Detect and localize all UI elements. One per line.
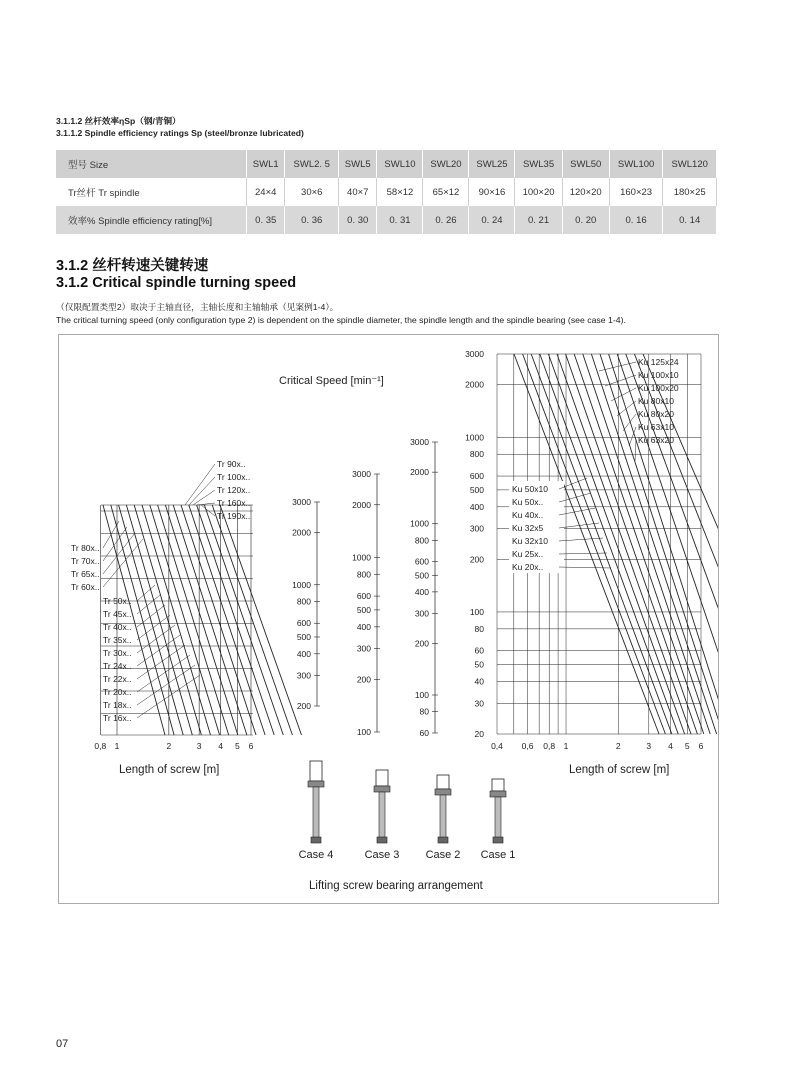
ku-label-top: Ku 125x24	[638, 357, 679, 367]
left-x-tick: 2	[166, 741, 172, 751]
case-1-screw	[490, 779, 506, 843]
case-3-screw	[374, 770, 390, 843]
ku-label-top: Ku 100x20	[638, 383, 679, 393]
screw-shaft	[313, 787, 319, 841]
scale-2-label: 1000	[352, 552, 371, 563]
left-x-tick: 5	[234, 741, 240, 751]
ku-label-mid: Ku 40x..	[512, 510, 544, 520]
table-cell: SWL1	[247, 150, 285, 178]
tr-label-top: Tr 90x..	[217, 459, 246, 469]
table-cell: 24×4	[247, 178, 285, 206]
scale-3-label: 300	[414, 608, 429, 619]
row-label: 效率% Spindle efficiency rating[%]	[56, 206, 247, 234]
ku-label-mid: Ku 32x5	[512, 523, 544, 533]
tr-spindle-curve	[126, 505, 192, 735]
scale-3-label: 500	[414, 570, 429, 581]
tr-leader	[137, 645, 185, 679]
screw-nut	[308, 781, 324, 787]
section-title-cn: 3.1.2 丝杆转速关键转速	[56, 258, 209, 274]
table-cell: 90×16	[469, 178, 515, 206]
table-cell: SWL25	[469, 150, 515, 178]
scale-4-label: 100	[469, 606, 484, 617]
tr-label-bottom: Tr 35x..	[103, 635, 132, 645]
tr-label-left: Tr 80x..	[71, 543, 100, 553]
scale-1-label: 1000	[292, 579, 311, 590]
ku-label-top: Ku 63x10	[638, 422, 674, 432]
tr-label-bottom: Tr 50x..	[103, 596, 132, 606]
ku-label-top: Ku 63x20	[638, 435, 674, 445]
tr-leader	[137, 635, 180, 666]
paragraph-en: The critical turning speed (only configuration type 2) is dependent on the spindle diameter, the spindle length and the spindle bearing (see case 1-4).	[56, 315, 626, 325]
table-cell: 0. 20	[562, 206, 609, 234]
ku-label-mid: Ku 50x10	[512, 484, 548, 494]
scale-2-label: 400	[356, 621, 371, 632]
table-row	[56, 206, 717, 234]
table-cell: 180×25	[663, 178, 717, 206]
scale-3-label: 400	[414, 586, 429, 597]
efficiency-heading-en: 3.1.1.2 Spindle efficiency ratings Sp (steel/bronze lubricated)	[56, 128, 304, 138]
table-cell: 100×20	[515, 178, 562, 206]
right-x-tick: 6	[698, 741, 704, 751]
tr-leader	[137, 625, 175, 653]
critical-speed-figure	[58, 334, 719, 904]
scale-3-label: 1000	[410, 518, 429, 529]
left-x-tick: 3	[196, 741, 202, 751]
scale-3-label: 80	[419, 706, 429, 717]
right-x-tick: 0,4	[491, 741, 503, 751]
scale-1-label: 200	[296, 701, 311, 711]
screw-base	[377, 837, 387, 843]
screw-nut	[435, 789, 451, 795]
table-cell: SWL20	[423, 150, 469, 178]
scale-1-label: 400	[296, 648, 311, 659]
left-x-tick: 6	[248, 741, 254, 751]
right-x-tick: 0,8	[543, 741, 556, 751]
table-cell: 0. 14	[663, 206, 717, 234]
tr-leader	[137, 665, 195, 705]
table-row	[56, 150, 717, 178]
scale-1-label: 600	[296, 618, 311, 629]
table-cell: SWL50	[562, 150, 609, 178]
paragraph-cn: （仅限配置类型2）取决于主轴直径，主轴长度和主轴轴承（见案例1-4）。	[56, 302, 339, 312]
scale-4-label: 600	[469, 471, 484, 482]
scale-4-label: 80	[474, 623, 484, 634]
scale-2-label: 600	[356, 591, 371, 602]
table-cell: 58×12	[377, 178, 423, 206]
scale-1-label: 3000	[292, 497, 311, 507]
scale-4-label: 2000	[465, 379, 484, 390]
table-cell: 0. 35	[247, 206, 285, 234]
scale-3-label: 100	[414, 690, 429, 701]
row-label: 型号 Size	[56, 150, 247, 178]
table-cell: 65×12	[423, 178, 469, 206]
ku-label-mid: Ku 20x..	[512, 562, 544, 572]
scale-1-label: 2000	[292, 527, 311, 538]
scale-2-label: 800	[356, 569, 371, 580]
tr-leader	[103, 521, 119, 548]
screw-cap	[310, 761, 322, 781]
case-2-screw	[435, 775, 451, 843]
tr-label-bottom: Tr 18x..	[103, 700, 132, 710]
ku-spindle-curve	[566, 354, 698, 734]
efficiency-table	[56, 150, 717, 234]
ku-leader	[623, 414, 636, 431]
right-x-tick: 0,6	[521, 741, 534, 751]
ku-leader	[605, 375, 636, 386]
critical-speed-diagram	[59, 335, 718, 903]
scale-4-label: 500	[469, 484, 484, 495]
table-cell: 0. 24	[469, 206, 515, 234]
scale-1-label: 300	[296, 670, 311, 681]
tr-leader	[185, 464, 215, 505]
tr-label-top: Tr 100x..	[217, 472, 251, 482]
table-cell: SWL10	[377, 150, 423, 178]
screw-base	[311, 837, 321, 843]
tr-label-left: Tr 60x..	[71, 582, 100, 592]
right-x-axis-label: Length of screw [m]	[569, 764, 670, 776]
scale-3-label: 600	[414, 556, 429, 567]
tr-label-top: Tr 120x..	[217, 485, 251, 495]
ku-label-mid: Ku 32x10	[512, 536, 548, 546]
tr-label-bottom: Tr 45x..	[103, 609, 132, 619]
right-x-tick: 3	[646, 741, 652, 751]
table-cell: 0. 36	[285, 206, 339, 234]
left-x-tick: 0,8	[94, 741, 107, 751]
table-cell: 120×20	[562, 178, 609, 206]
tr-label-left: Tr 65x..	[71, 569, 100, 579]
scale-2-label: 2000	[352, 499, 371, 510]
tr-leader	[189, 477, 215, 505]
page-number: 07	[56, 1038, 69, 1050]
bearing-arrangement-label: Lifting screw bearing arrangement	[309, 880, 483, 892]
screw-base	[493, 837, 503, 843]
section-title-en: 3.1.2 Critical spindle turning speed	[56, 275, 297, 291]
screw-shaft	[495, 797, 501, 841]
scale-4-label: 20	[474, 729, 484, 739]
chart-title: Critical Speed [min⁻¹]	[279, 375, 384, 387]
scale-3-label: 200	[414, 638, 429, 649]
scale-4-label: 60	[474, 645, 484, 656]
scale-3-label: 3000	[410, 437, 429, 447]
ku-label-mid: Ku 50x..	[512, 497, 544, 507]
case-label: Case 1	[480, 849, 516, 861]
right-x-tick: 1	[563, 741, 569, 751]
ku-label-top: Ku 80x10	[638, 396, 674, 406]
table-cell: 160×23	[609, 178, 663, 206]
screw-shaft	[440, 795, 446, 841]
right-x-tick: 4	[668, 741, 673, 751]
screw-cap	[492, 779, 504, 791]
table-row	[56, 178, 717, 206]
ku-leader	[559, 538, 603, 541]
scale-3-label: 60	[419, 728, 429, 738]
screw-nut	[374, 786, 390, 792]
efficiency-heading-cn: 3.1.1.2 丝杆效率ηSp（钢/青铜）	[56, 116, 181, 126]
tr-spindle-curve	[204, 505, 283, 735]
left-x-tick: 4	[218, 741, 224, 751]
scale-4-label: 50	[474, 659, 484, 670]
ku-leader	[617, 401, 636, 416]
table-cell: SWL5	[339, 150, 377, 178]
table-cell: SWL120	[663, 150, 717, 178]
tr-leader	[137, 585, 155, 601]
scale-4-label: 300	[469, 523, 484, 534]
scale-4-label: 30	[474, 698, 484, 709]
scale-4-label: 800	[469, 449, 484, 460]
scale-1-label: 800	[296, 596, 311, 607]
table-cell: 0. 31	[377, 206, 423, 234]
scale-2-label: 100	[356, 727, 371, 737]
screw-base	[438, 837, 448, 843]
table-cell: 30×6	[285, 178, 339, 206]
scale-4-label: 200	[469, 554, 484, 565]
ku-spindle-curve	[643, 354, 718, 614]
screw-cap	[437, 775, 449, 789]
tr-label-top: Tr 160x..	[217, 498, 251, 508]
scale-3-label: 800	[414, 535, 429, 546]
case-label: Case 4	[298, 849, 334, 861]
tr-label-bottom: Tr 30x..	[103, 648, 132, 658]
tr-label-bottom: Tr 22x..	[103, 674, 132, 684]
case-4-screw	[308, 761, 324, 843]
table-cell: SWL100	[609, 150, 663, 178]
table-cell: 0. 26	[423, 206, 469, 234]
scale-4-label: 400	[469, 501, 484, 512]
scale-1-label: 500	[296, 631, 311, 642]
ku-label-top: Ku 100x10	[638, 370, 679, 380]
scale-4-label: 40	[474, 676, 484, 687]
scale-4-label: 1000	[465, 432, 484, 443]
table-cell: 40×7	[339, 178, 377, 206]
scale-2-label: 200	[356, 674, 371, 685]
ku-leader	[635, 440, 636, 461]
tr-spindle-curve	[220, 505, 302, 735]
scale-2-label: 3000	[352, 469, 371, 479]
ku-label-mid: Ku 25x..	[512, 549, 544, 559]
scale-4-label: 3000	[465, 349, 484, 359]
table-cell: 0. 30	[339, 206, 377, 234]
right-x-tick: 5	[684, 741, 690, 751]
scale-2-label: 300	[356, 643, 371, 654]
right-x-tick: 2	[615, 741, 621, 751]
scale-2-label: 500	[356, 604, 371, 615]
screw-cap	[376, 770, 388, 786]
table-cell: 0. 21	[515, 206, 562, 234]
case-label: Case 3	[364, 849, 400, 861]
tr-label-left: Tr 70x..	[71, 556, 100, 566]
tr-spindle-curve	[212, 505, 292, 735]
row-label: Tr丝杆 Tr spindle	[56, 178, 247, 206]
table-cell: 0. 16	[609, 206, 663, 234]
tr-label-bottom: Tr 20x..	[103, 687, 132, 697]
table-cell: SWL35	[515, 150, 562, 178]
tr-label-bottom: Tr 40x..	[103, 622, 132, 632]
screw-shaft	[379, 792, 385, 841]
screw-nut	[490, 791, 506, 797]
left-x-axis-label: Length of screw [m]	[119, 764, 220, 776]
left-x-tick: 1	[114, 741, 120, 751]
tr-label-bottom: Tr 24x..	[103, 661, 132, 671]
table-cell: SWL2. 5	[285, 150, 339, 178]
case-label: Case 2	[425, 849, 461, 861]
tr-label-top: Tr 190x..	[217, 511, 251, 521]
ku-label-top: Ku 80x20	[638, 409, 674, 419]
scale-3-label: 2000	[410, 467, 429, 478]
tr-label-bottom: Tr 16x..	[103, 713, 132, 723]
